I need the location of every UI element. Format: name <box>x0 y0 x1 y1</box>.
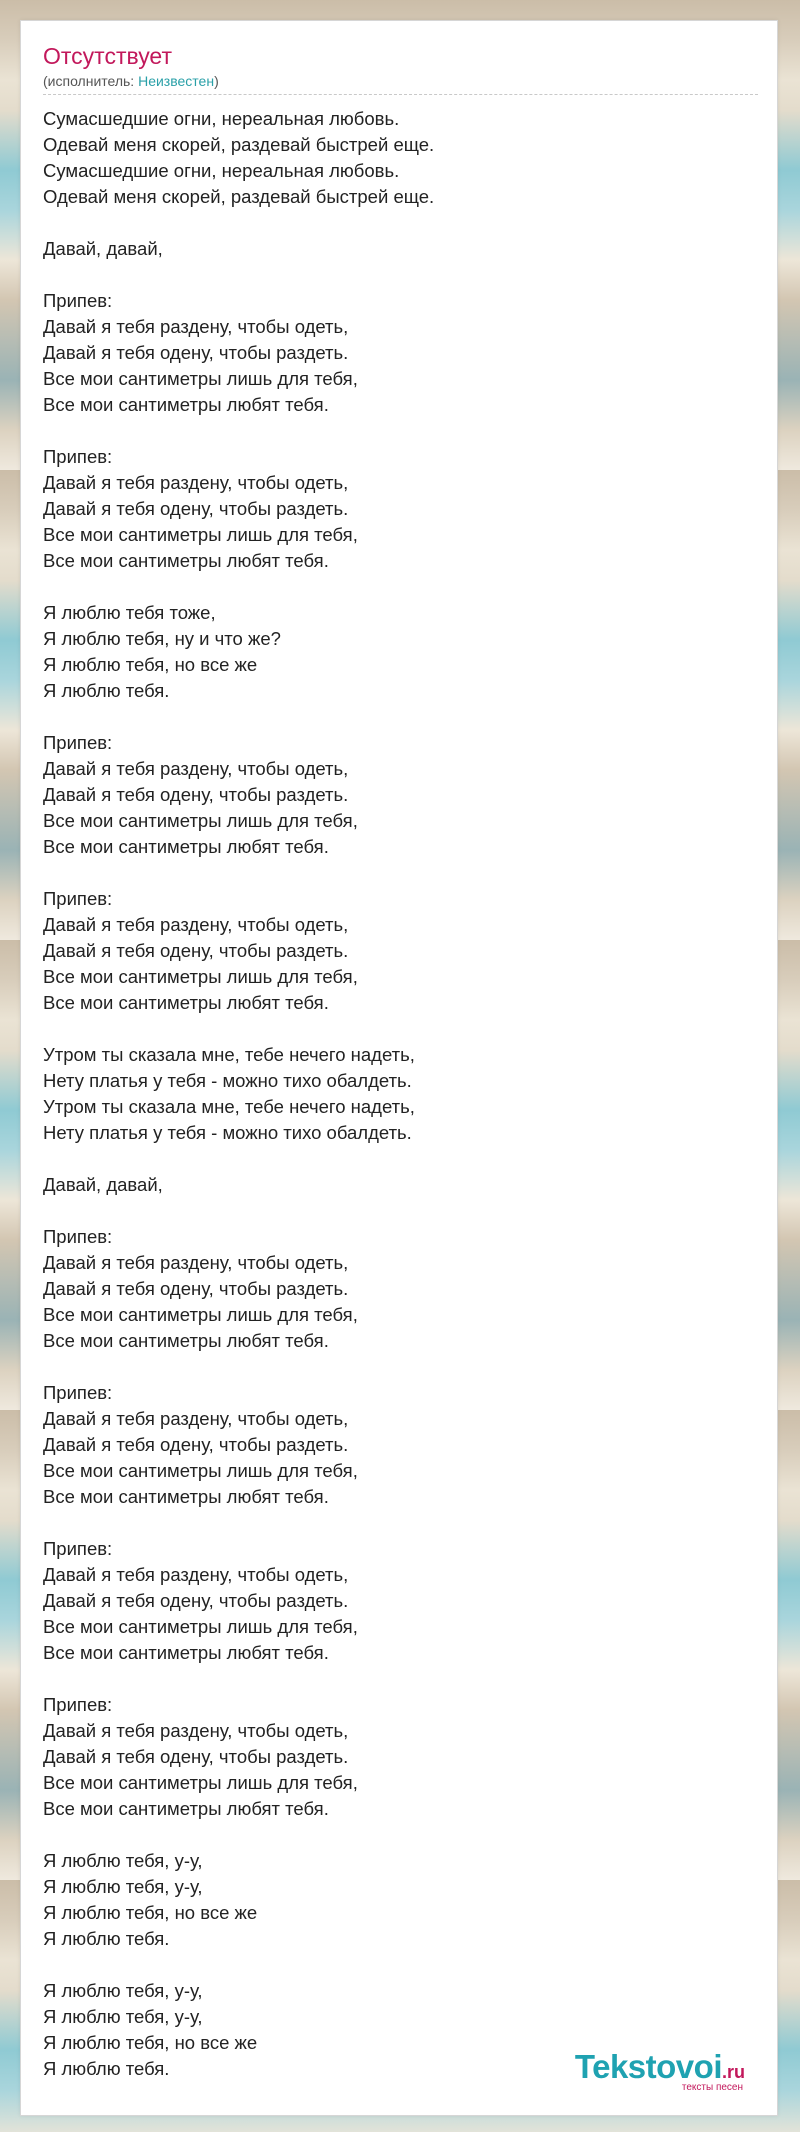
lyric-line: Все мои сантиметры лишь для тебя, <box>43 966 358 987</box>
lyric-line: Все мои сантиметры лишь для тебя, <box>43 524 358 545</box>
lyric-line: Давай я тебя одену, чтобы раздеть. <box>43 1746 349 1767</box>
lyric-line: Припев: <box>43 290 113 311</box>
lyric-line: Все мои сантиметры любят тебя. <box>43 1330 329 1351</box>
artist-line <box>43 73 219 89</box>
lyrics-card <box>20 20 778 2116</box>
lyrics-stanza <box>43 1536 743 1666</box>
lyric-line: Давай я тебя одену, чтобы раздеть. <box>43 1434 349 1455</box>
lyric-line: Все мои сантиметры лишь для тебя, <box>43 1772 358 1793</box>
lyric-line: Нету платья у тебя - можно тихо обалдеть. <box>43 1070 412 1091</box>
lyrics-stanza <box>43 1692 743 1822</box>
lyrics-stanza <box>43 600 743 704</box>
lyric-line: Давай я тебя раздену, чтобы одеть, <box>43 914 349 935</box>
lyric-line: Все мои сантиметры лишь для тебя, <box>43 1304 358 1325</box>
lyric-line: Я люблю тебя. <box>43 680 170 701</box>
lyrics-stanza <box>43 886 743 1016</box>
lyric-line: Припев: <box>43 1382 113 1403</box>
lyric-line: Давай я тебя одену, чтобы раздеть. <box>43 342 349 363</box>
logo-tagline: тексты песен <box>681 2082 743 2093</box>
lyric-line: Все мои сантиметры лишь для тебя, <box>43 1460 358 1481</box>
lyric-line: Давай я тебя раздену, чтобы одеть, <box>43 1408 349 1429</box>
song-title: Отсутствует <box>43 43 172 69</box>
lyric-line: Все мои сантиметры любят тебя. <box>43 1486 329 1507</box>
lyrics-stanza <box>43 730 743 860</box>
lyric-line: Давай я тебя одену, чтобы раздеть. <box>43 498 349 519</box>
lyrics-stanza <box>43 236 743 262</box>
lyrics-stanza <box>43 1042 743 1146</box>
lyric-line: Утром ты сказала мне, тебе нечего надеть, <box>43 1096 415 1117</box>
lyric-line: Все мои сантиметры любят тебя. <box>43 394 329 415</box>
lyrics-stanza <box>43 444 743 574</box>
artist-suffix: ) <box>214 73 219 89</box>
lyrics-stanza <box>43 1172 743 1198</box>
lyric-line: Я люблю тебя, у-у, <box>43 1980 203 2001</box>
lyric-line: Я люблю тебя, но все же <box>43 654 258 675</box>
lyric-line: Я люблю тебя, но все же <box>43 1902 258 1923</box>
lyric-line: Давай я тебя одену, чтобы раздеть. <box>43 1590 349 1611</box>
lyric-line: Я люблю тебя, у-у, <box>43 2006 203 2027</box>
lyric-line: Я люблю тебя. <box>43 2058 170 2079</box>
lyric-line: Утром ты сказала мне, тебе нечего надеть, <box>43 1044 415 1065</box>
lyric-line: Давай я тебя раздену, чтобы одеть, <box>43 472 349 493</box>
lyric-line: Припев: <box>43 1226 113 1247</box>
lyric-line: Все мои сантиметры лишь для тебя, <box>43 368 358 389</box>
lyric-line: Припев: <box>43 732 113 753</box>
logo-tld: .ru <box>721 2062 745 2082</box>
logo-name: Tekstovoi <box>574 2048 722 2085</box>
lyric-line: Я люблю тебя, но все же <box>43 2032 258 2053</box>
lyric-line: Все мои сантиметры лишь для тебя, <box>43 810 358 831</box>
lyrics-stanza <box>43 1224 743 1354</box>
lyric-line: Все мои сантиметры любят тебя. <box>43 992 329 1013</box>
lyrics-stanza <box>43 106 743 210</box>
lyric-line: Давай я тебя раздену, чтобы одеть, <box>43 1720 349 1741</box>
lyric-line: Припев: <box>43 1694 113 1715</box>
site-logo[interactable] <box>575 2048 745 2093</box>
lyric-line: Давай, давай, <box>43 1174 163 1195</box>
lyrics-text <box>43 106 743 2108</box>
lyric-line: Давай я тебя раздену, чтобы одеть, <box>43 1252 349 1273</box>
lyrics-stanza <box>43 288 743 418</box>
lyric-line: Давай я тебя раздену, чтобы одеть, <box>43 758 349 779</box>
lyric-line: Я люблю тебя тоже, <box>43 602 216 623</box>
lyric-line: Припев: <box>43 1538 113 1559</box>
lyric-line: Все мои сантиметры любят тебя. <box>43 1642 329 1663</box>
artist-link[interactable]: Неизвестен <box>138 73 215 89</box>
lyric-line: Все мои сантиметры любят тебя. <box>43 1798 329 1819</box>
lyric-line: Припев: <box>43 446 113 467</box>
lyric-line: Давай я тебя раздену, чтобы одеть, <box>43 316 349 337</box>
lyric-line: Одевай меня скорей, раздевай быстрей еще. <box>43 134 435 155</box>
lyric-line: Я люблю тебя, ну и что же? <box>43 628 281 649</box>
lyrics-stanza <box>43 1848 743 1952</box>
lyric-line: Все мои сантиметры лишь для тебя, <box>43 1616 358 1637</box>
lyric-line: Я люблю тебя, у-у, <box>43 1876 203 1897</box>
lyric-line: Нету платья у тебя - можно тихо обалдеть. <box>43 1122 412 1143</box>
lyric-line: Сумасшедшие огни, нереальная любовь. <box>43 108 400 129</box>
lyric-line: Давай, давай, <box>43 238 163 259</box>
lyric-line: Я люблю тебя. <box>43 1928 170 1949</box>
lyrics-stanza <box>43 1380 743 1510</box>
lyric-line: Все мои сантиметры любят тебя. <box>43 836 329 857</box>
lyric-line: Давай я тебя одену, чтобы раздеть. <box>43 784 349 805</box>
lyric-line: Давай я тебя одену, чтобы раздеть. <box>43 940 349 961</box>
lyric-line: Давай я тебя раздену, чтобы одеть, <box>43 1564 349 1585</box>
lyric-line: Я люблю тебя, у-у, <box>43 1850 203 1871</box>
lyric-line: Сумасшедшие огни, нереальная любовь. <box>43 160 400 181</box>
artist-prefix: (исполнитель: <box>43 73 139 89</box>
lyric-line: Давай я тебя одену, чтобы раздеть. <box>43 1278 349 1299</box>
lyric-line: Одевай меня скорей, раздевай быстрей еще. <box>43 186 435 207</box>
lyric-line: Припев: <box>43 888 113 909</box>
dashed-divider <box>43 94 758 95</box>
lyric-line: Все мои сантиметры любят тебя. <box>43 550 329 571</box>
